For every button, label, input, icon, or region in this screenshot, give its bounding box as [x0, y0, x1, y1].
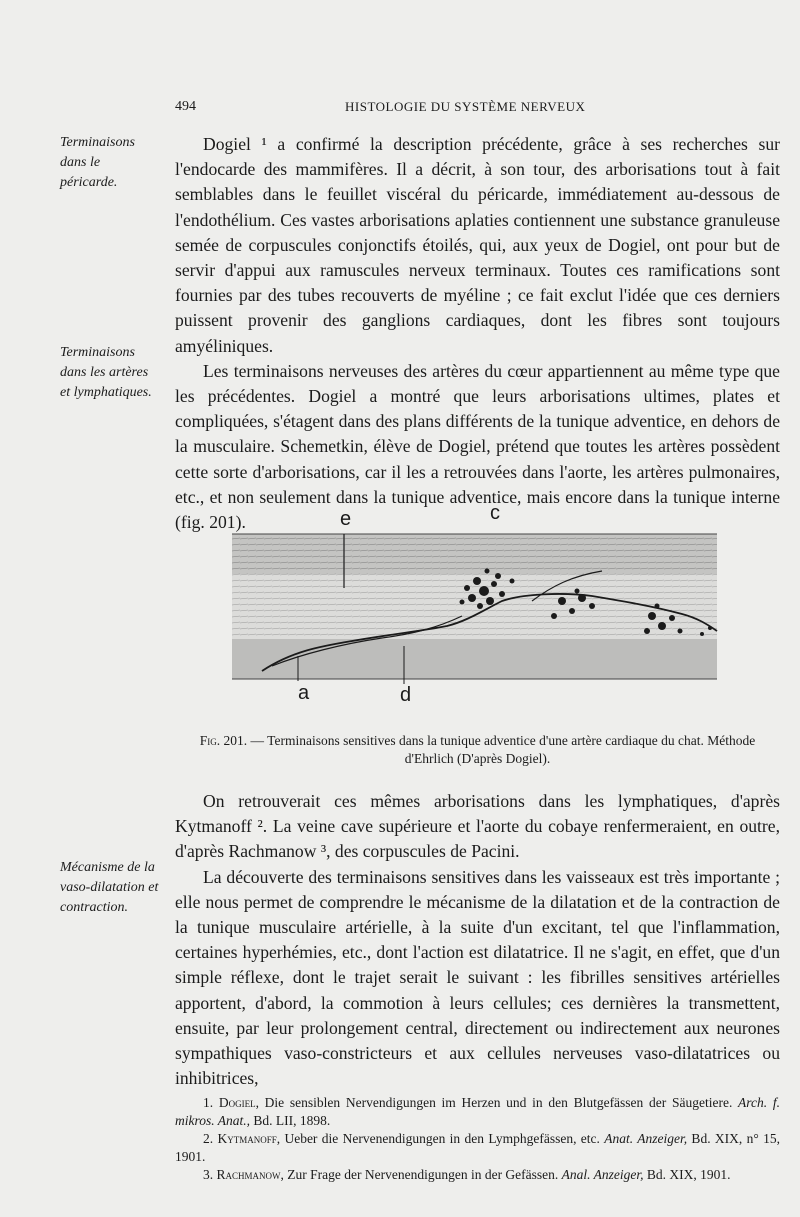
figure-label-d: d	[400, 684, 412, 706]
paragraph-lymphatiques: On retrouverait ces mêmes arborisations dans les lymphatiques, d'après Kytmanoff ². La veine cave supérieure et l'aorte du cobaye renfermeraient, en outre, d'après Rachmanow ³, des corpuscules de Pacini.	[175, 791, 780, 862]
tissue-band-top-fibers	[232, 534, 717, 574]
footnotes	[175, 1094, 780, 1184]
tissue-band-bottom	[232, 639, 717, 679]
footnote-title: Zur Frage der Nervenendigungen in der Gefässen.	[283, 1167, 562, 1182]
footnote-author: Rachmanow,	[216, 1167, 284, 1182]
margin-note-pericarde: Terminaisons dans le péricarde.	[60, 135, 135, 190]
footnote-2	[175, 1130, 780, 1166]
body-text-top	[175, 132, 780, 535]
figure-caption-text: — Terminaisons sensitives dans la tunique adventice d'une artère cardiaque du chat. Méthode d'Ehrlich (D'après Dogiel).	[250, 733, 756, 766]
footnote-author: Kytmanoff,	[217, 1131, 281, 1146]
figure-201-drawing	[232, 506, 732, 710]
footnote-reference: Bd. LII, 1898.	[250, 1113, 331, 1128]
footnote-journal: Anat. Anzeiger,	[604, 1131, 688, 1146]
footnote-3	[175, 1166, 780, 1184]
figure-label-a: a	[298, 682, 310, 704]
footnote-reference: Bd. XIX, 1901.	[643, 1167, 731, 1182]
figure-label-e: e	[340, 508, 352, 530]
footnote-number: 2.	[203, 1131, 214, 1146]
footnote-title: Die sensiblen Nervendigungen im Herzen und in den Blutgefässen der Säugetiere.	[258, 1095, 739, 1110]
footnote-author: Dogiel,	[218, 1095, 259, 1110]
body-text-bottom	[175, 789, 780, 1091]
running-title: HISTOLOGIE DU SYSTÈME NERVEUX	[345, 99, 586, 114]
paragraph-arteres: Les terminaisons nerveuses des artères du cœur appartiennent au même type que les précédentes. Dogiel a montré que leurs arborisations ultimes, plates et compliquées, s'étagent dans des plans différents de la tunique adventice, en dehors de la musculaire. Schemetkin, élève de Dogiel, prétend que toutes les artères possèdent cette sorte d'arborisations, car il les a retrouvées dans l'aorte, les artères pulmonaires, etc., et non seulement dans la tunique adventice, mais encore dans la tunique interne (fig. 201).	[175, 360, 780, 533]
footnote-reference: Bd. XIX, n° 15, 1901.	[175, 1131, 780, 1164]
footnote-1	[175, 1094, 780, 1130]
footnote-number: 3.	[203, 1167, 214, 1182]
figure-201	[232, 502, 732, 710]
footnote-number: 1.	[203, 1095, 214, 1110]
figure-label-c: c	[490, 502, 500, 524]
footnote-title: Ueber die Nervenendigungen in den Lymphgefässen, etc.	[280, 1131, 605, 1146]
page-number: 494	[175, 99, 196, 114]
figure-caption-number: Fig. 201.	[199, 733, 248, 748]
footnote-journal: Arch. f. mikros. Anat.,	[175, 1095, 780, 1128]
margin-note-arteres: Terminaisons dans les artères et lymphatiques.	[60, 345, 152, 400]
page-header	[0, 99, 800, 119]
paragraph-dogiel: Dogiel ¹ a confirmé la description précédente, grâce à ses recherches sur l'endocarde des mammifères. Il a décrit, à son tour, des arborisations tout à fait semblables dans le feuillet viscéral du péricarde, immédiatement au-dessous de l'endothélium. Ces vastes arborisations aplaties contiennent une substance granuleuse semée de corpuscules conjonctifs étoilés, qui, aux yeux de Dogiel, ont pour but de servir d'appui aux ramuscules nerveux terminaux. Toutes ces ramifications sont fournies par des tubes recouverts de myéline ; ce fait exclut l'idée que ces derniers puissent provenir des ganglions cardiaques, dont les fibres sont toujours amyéliniques.	[175, 134, 780, 356]
figure-caption	[175, 732, 780, 768]
paragraph-mecanisme: La découverte des terminaisons sensitives dans les vaisseaux est très importante ; elle nous permet de comprendre le mécanisme de la dilatation et de la contraction de la tunique musculaire artérielle, à la suite d'un excitant, tel que l'inflammation, certaines hyperhémies, etc., dont l'action est dilatatrice. Il ne s'agit, en effet, que d'un simple réflexe, dont le trajet serait le suivant : les fibrilles sensitives artérielles apportent, d'abord, la commotion à leurs cellules; ces dernières la transmettent, ensuite, par leur prolongement central, directement ou indirectement aux neurones sympathiques vaso-constricteurs et aux cellules nerveuses vaso-dilatatrices ou inhibitrices,	[175, 866, 780, 1089]
footnote-journal: Anal. Anzeiger,	[561, 1167, 644, 1182]
margin-note-mecanisme: Mécanisme de la vaso-dilatation et contraction.	[60, 860, 159, 915]
